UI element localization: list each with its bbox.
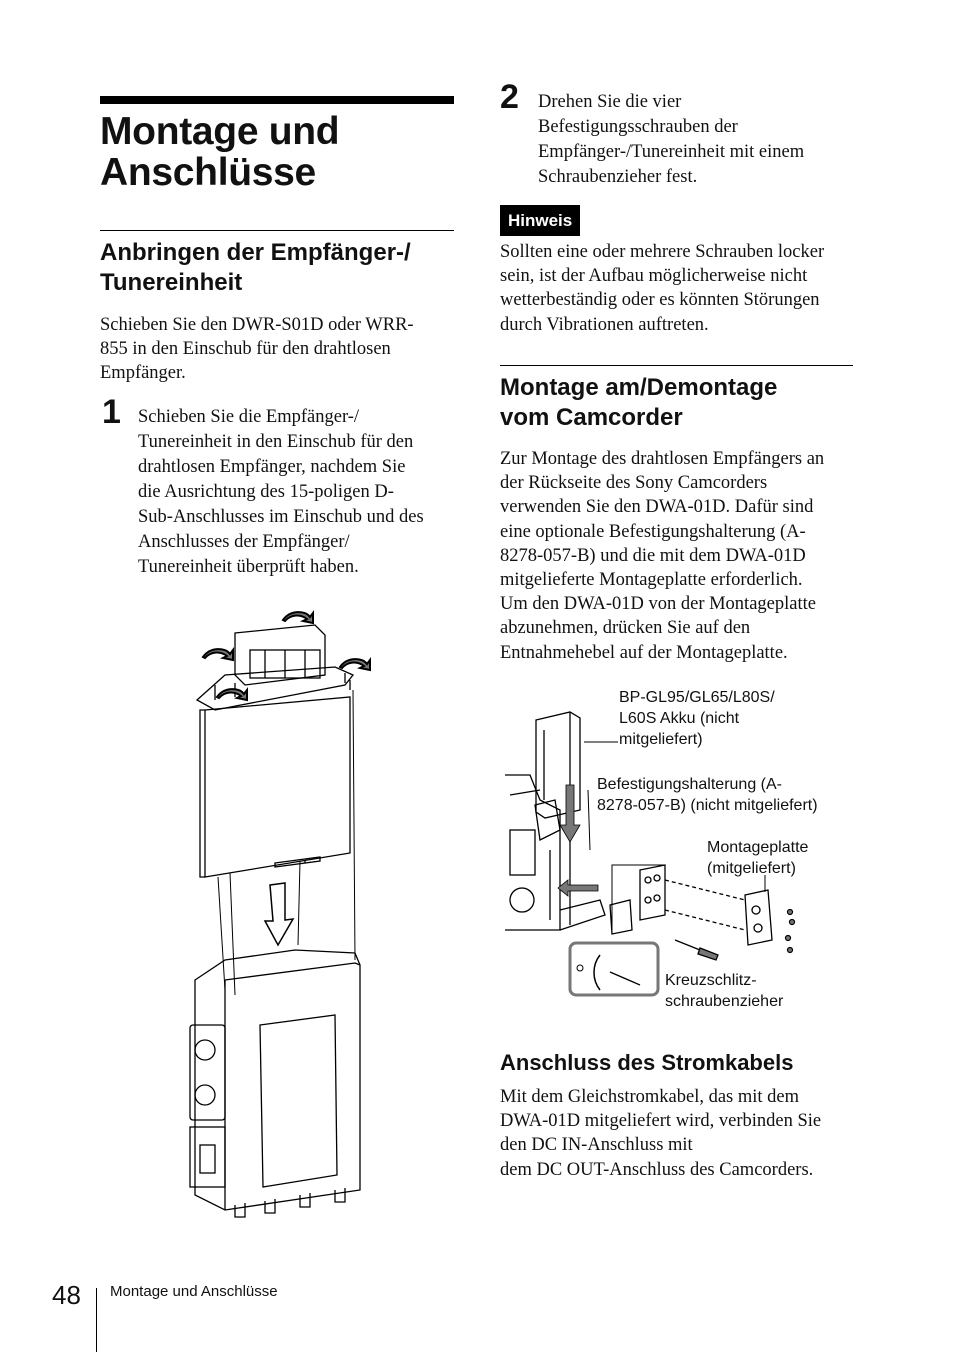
text-line: 855 in den Einschub für den drahtlosen — [100, 339, 391, 360]
footer-divider — [96, 1288, 97, 1352]
text-line: wetterbeständig oder es könnten Störungen — [500, 290, 820, 311]
text-line: Mit dem Gleichstromkabel, das mit dem — [500, 1087, 800, 1107]
text-line: Tunereinheit in den Einschub für den — [138, 432, 414, 452]
receiver-installation-illustration — [185, 605, 375, 1225]
text-line: Sollten eine oder mehrere Schrauben locker — [500, 242, 825, 262]
slide-arrow-icon — [558, 880, 598, 896]
running-footer-title: Montage und Anschlüsse — [110, 1283, 278, 1300]
text-line: dem DC OUT-Anschluss des Camcorders. — [500, 1159, 814, 1180]
text-line: der Rückseite des Sony Camcorders — [500, 473, 768, 494]
text-line: Entnahmehebel auf der Montageplatte. — [500, 642, 788, 663]
note-label: Hinweis — [500, 205, 580, 236]
screw-icon — [786, 910, 795, 953]
page-title-line: Anschlüsse — [100, 151, 316, 194]
text-line: die Ausrichtung des 15-poligen D- — [138, 482, 394, 502]
rotate-arrow-icon — [203, 612, 370, 700]
callout-plate — [707, 837, 857, 879]
text-line: Schraubenzieher fest. — [538, 167, 698, 187]
text-line: Um den DWA-01D von der Montageplatte — [500, 594, 816, 615]
text-line: Empfänger-/Tunereinheit mit einem — [538, 142, 805, 162]
mounting-plate — [745, 890, 772, 945]
section-heading-line: Anbringen der Empfänger-/ — [100, 239, 411, 266]
camcorder-body — [505, 775, 605, 930]
text-line: drahtlosen Empfänger, nachdem Sie — [138, 457, 406, 477]
callout-bracket — [597, 774, 867, 816]
callout-line: (mitgeliefert) — [707, 860, 796, 877]
step-number: 1 — [102, 393, 121, 431]
section-heading-line: Montage am/Demontage — [500, 374, 778, 401]
callout-leader — [588, 790, 590, 850]
callout-line: Kreuzschlitz- — [665, 972, 757, 989]
section-rule — [500, 365, 853, 366]
text-line: Empfänger. — [100, 363, 186, 384]
callout-line: mitgeliefert) — [619, 731, 703, 748]
text-line: Schieben Sie die Empfänger-/ — [138, 407, 360, 427]
section-heading-line: Tunereinheit — [100, 269, 243, 296]
callout-line: Befestigungshalterung (A- — [597, 776, 782, 793]
text-line: Sub-Anschlusses im Einschub und des — [138, 507, 424, 527]
text-line: Anschlusses der Empfänger/ — [138, 532, 350, 552]
subsection-heading-power: Anschluss des Stromkabels — [500, 1050, 794, 1075]
title-rule — [100, 96, 454, 104]
section-heading-line: vom Camcorder — [500, 404, 683, 431]
callout-line: 8278-057-B) (nicht mitgeliefert) — [597, 797, 818, 814]
text-line: Drehen Sie die vier — [538, 92, 682, 112]
text-line: 8278-057-B) und die mit dem DWA-01D — [500, 545, 806, 566]
text-line: Befestigungsschrauben der — [538, 117, 738, 137]
text-line: sein, ist der Aufbau möglicherweise nicht — [500, 266, 808, 287]
section-body — [500, 1085, 860, 1182]
section-heading-receiver — [100, 238, 460, 298]
insert-arrow-icon — [265, 883, 293, 945]
screwdriver-detail-box — [570, 943, 658, 995]
callout-line: BP-GL95/GL65/L80S/ — [619, 689, 775, 706]
text-line: Schieben Sie den DWR-S01D oder WRR- — [100, 315, 414, 335]
callout-line: schraubenzieher — [665, 993, 784, 1010]
callout-screwdriver — [665, 970, 835, 1012]
text-line: mitgelieferte Montageplatte erforderlich. — [500, 570, 803, 591]
guide-lines — [218, 690, 355, 995]
text-line: eine optionale Befestigungshalterung (A- — [500, 521, 806, 542]
callout-line: L60S Akku (nicht — [619, 710, 740, 727]
callout-line: Montageplatte — [707, 839, 809, 856]
text-line: den DC IN-Anschluss mit — [500, 1135, 693, 1156]
receiver-body — [200, 697, 350, 877]
note-text — [500, 240, 860, 337]
step-text — [138, 405, 458, 580]
text-line: DWA-01D mitgeliefert wird, verbinden Sie — [500, 1111, 822, 1132]
screwdriver-icon — [675, 940, 718, 960]
step-text — [538, 90, 858, 190]
receiver-slot-housing — [190, 950, 360, 1217]
step-number: 2 — [500, 78, 519, 116]
page-title-line: Montage und — [100, 110, 340, 153]
text-line: Zur Montage des drahtlosen Empfängers an — [500, 449, 825, 469]
text-line: verwenden Sie den DWA-01D. Dafür sind — [500, 497, 814, 518]
page-number: 48 — [52, 1280, 81, 1310]
page-title — [100, 111, 460, 193]
section-heading-mounting — [500, 373, 860, 433]
callout-battery — [619, 687, 849, 750]
section-body — [500, 447, 860, 665]
text-line: Tunereinheit überprüft haben. — [138, 557, 359, 577]
text-line: durch Vibrationen auftreten. — [500, 314, 709, 335]
text-line: abzunehmen, drücken Sie auf den — [500, 618, 751, 639]
section-rule — [100, 230, 454, 231]
section-intro — [100, 313, 460, 386]
